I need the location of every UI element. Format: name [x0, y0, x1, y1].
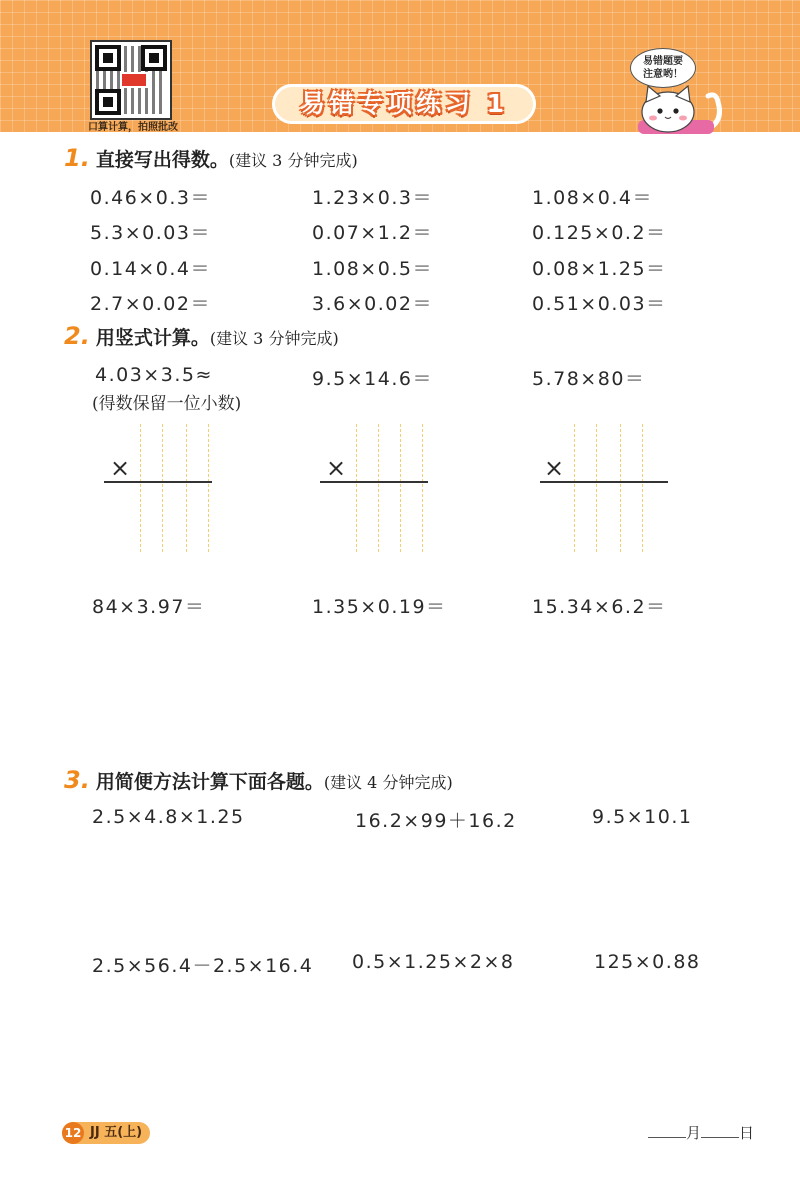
s1-problem-1-3: 1.08×0.4＝	[532, 187, 653, 209]
s1-problem-2-1: 5.3×0.03＝	[90, 222, 211, 244]
s3-problem-5: 0.5×1.25×2×8	[352, 951, 515, 973]
s1-problem-4-2: 3.6×0.02＝	[312, 293, 433, 315]
s1-problem-4-1: 2.7×0.02＝	[90, 293, 211, 315]
section-1-number: 1.	[64, 144, 90, 172]
section-2-hint: (建议 3 分钟完成)	[209, 329, 339, 348]
section-3-title	[64, 766, 453, 794]
vertical-calc-frame-3[interactable]	[540, 424, 660, 554]
page-badge	[62, 1122, 150, 1144]
s1-problem-3-1: 0.14×0.4＝	[90, 258, 211, 280]
page-number: 12	[62, 1122, 84, 1144]
month-blank[interactable]	[648, 1123, 686, 1138]
s3-problem-2: 16.2×99＋16.2	[355, 810, 517, 832]
header-banner	[0, 0, 800, 132]
s1-problem-3-3: 0.08×1.25＝	[532, 258, 667, 280]
section-2-title	[64, 322, 339, 350]
section-2-heading: 用竖式计算。	[95, 327, 210, 349]
section-2-number: 2.	[64, 322, 90, 350]
s2-rounding-note: (得数保留一位小数)	[92, 394, 242, 414]
bubble-line-2: 注意哟！	[643, 69, 683, 80]
s3-problem-4: 2.5×56.4－2.5×16.4	[92, 955, 314, 977]
s1-problem-3-2: 1.08×0.5＝	[312, 258, 433, 280]
s1-problem-2-3: 0.125×0.2＝	[532, 222, 667, 244]
s1-problem-1-2: 1.23×0.3＝	[312, 187, 433, 209]
day-blank[interactable]	[701, 1123, 739, 1138]
title-banner	[272, 84, 536, 124]
s1-problem-1-1: 0.46×0.3＝	[90, 187, 211, 209]
s2-problem-6: 15.34×6.2＝	[532, 596, 667, 618]
times-symbol: ×	[326, 454, 347, 482]
s2-problem-5: 1.35×0.19＝	[312, 596, 447, 618]
vertical-calc-frame-2[interactable]	[320, 424, 440, 554]
s2-problem-4: 84×3.97＝	[92, 596, 206, 618]
s3-problem-3: 9.5×10.1	[592, 806, 693, 828]
day-label: 日	[739, 1124, 755, 1142]
s1-problem-2-2: 0.07×1.2＝	[312, 222, 433, 244]
section-1-hint: (建议 3 分钟完成)	[228, 151, 358, 170]
month-label: 月	[686, 1124, 702, 1142]
date-field[interactable]	[648, 1122, 754, 1143]
section-3-heading: 用简便方法计算下面各题。	[95, 771, 324, 793]
section-3-hint: (建议 4 分钟完成)	[323, 773, 453, 792]
grade-label: JJ 五(上)	[90, 1125, 143, 1140]
times-symbol: ×	[110, 454, 131, 482]
vertical-calc-frame-1[interactable]	[104, 424, 224, 554]
bubble-line-1: 易错题要	[643, 56, 683, 67]
page-title: 易错专项练习 1	[299, 89, 509, 118]
qr-caption: 口算计算，拍照批改	[88, 122, 178, 133]
s1-problem-4-3: 0.51×0.03＝	[532, 293, 667, 315]
section-1-heading: 直接写出得数。	[95, 149, 229, 171]
s3-problem-1: 2.5×4.8×1.25	[92, 806, 245, 828]
s2-problem-3: 5.78×80＝	[532, 368, 646, 390]
section-1-title	[64, 144, 358, 172]
s2-problem-2: 9.5×14.6＝	[312, 368, 433, 390]
section-3-number: 3.	[64, 766, 90, 794]
cat-mascot-icon	[628, 82, 728, 134]
times-symbol: ×	[544, 454, 565, 482]
s3-problem-6: 125×0.88	[594, 951, 701, 973]
s2-problem-1: 4.03×3.5≈	[95, 364, 213, 386]
qr-code-icon[interactable]	[90, 40, 172, 120]
